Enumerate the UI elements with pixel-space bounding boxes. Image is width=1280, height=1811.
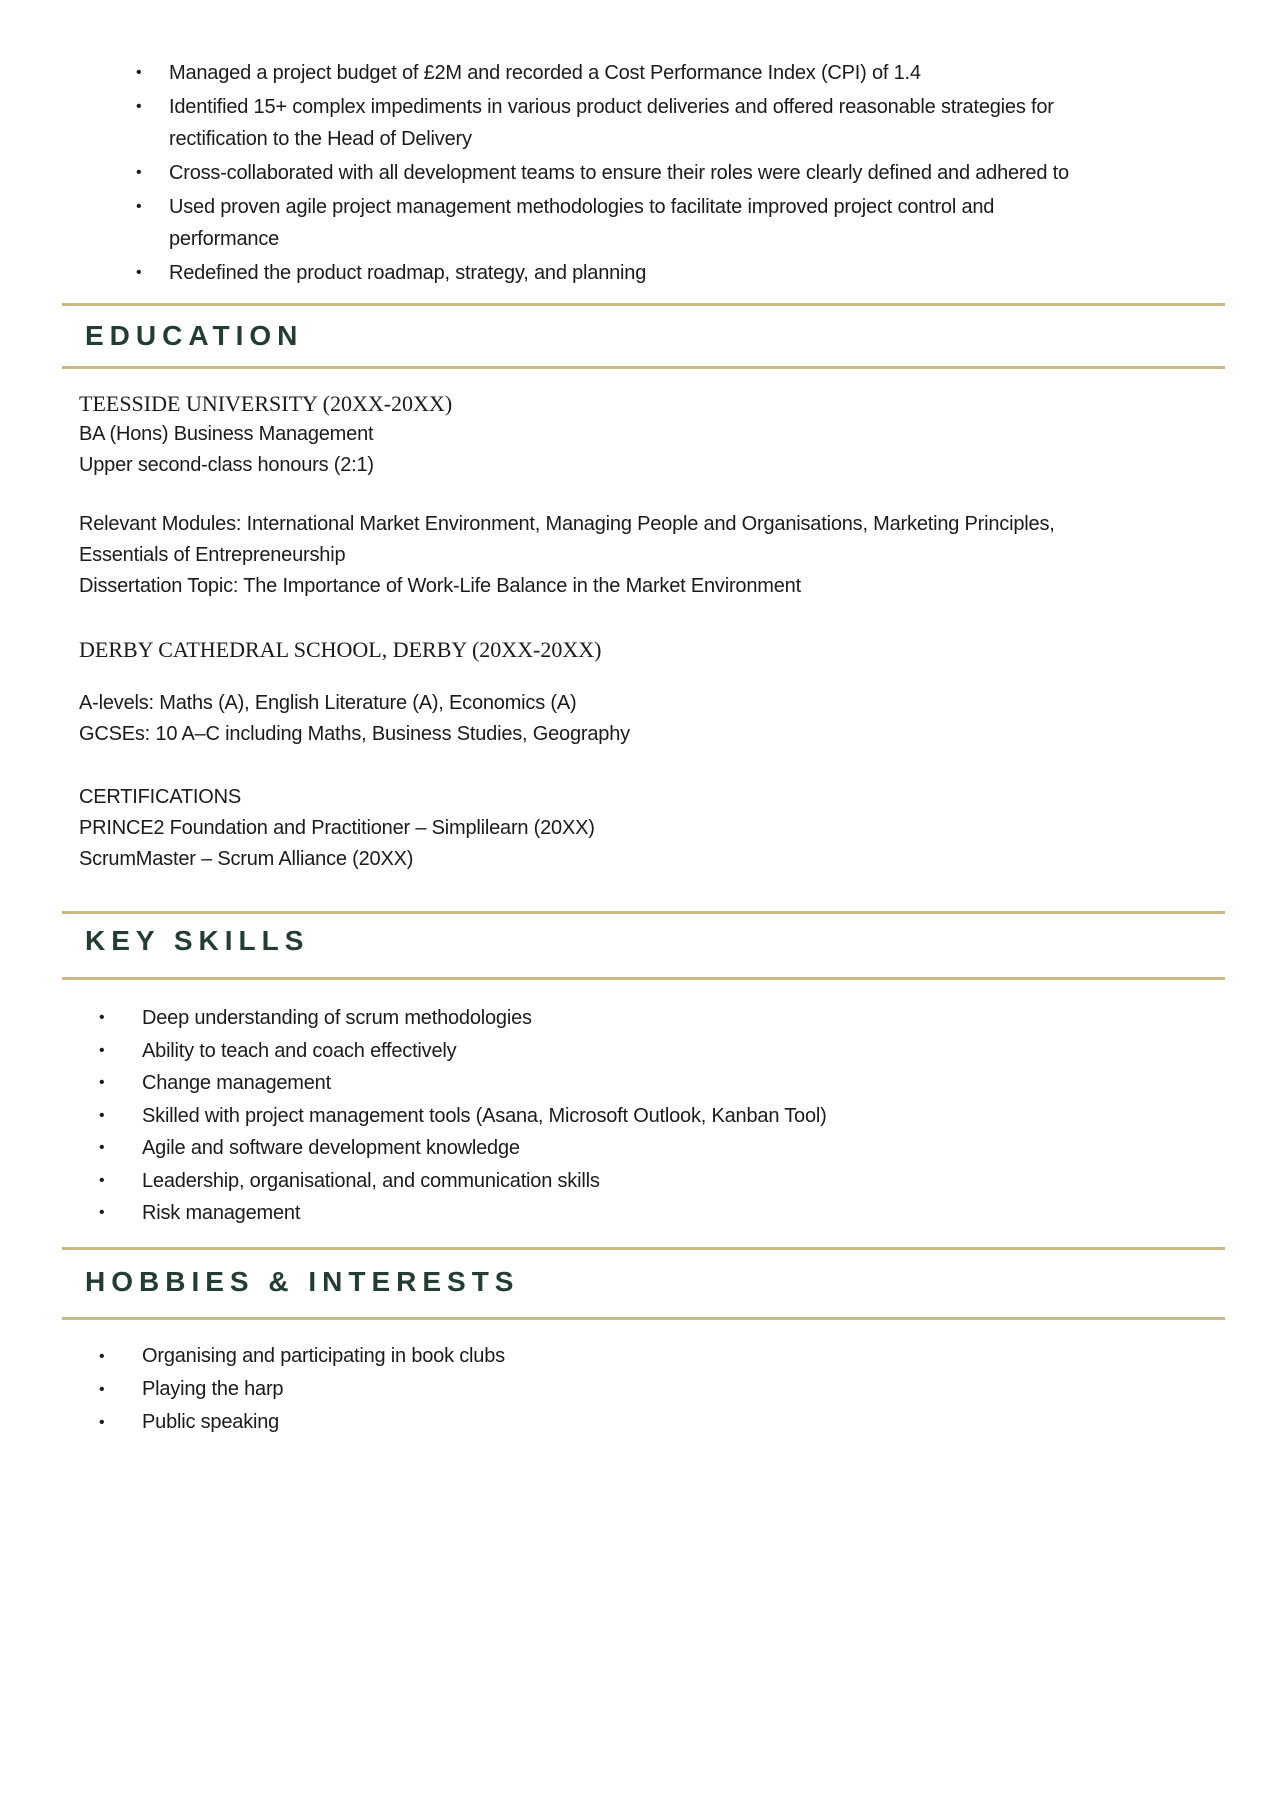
work-bullet-line [62, 123, 1225, 155]
school-entry [79, 634, 1225, 665]
education-section [79, 388, 1225, 875]
bullet-icon: • [99, 1204, 105, 1221]
key-skills-section-heading: KEY SKILLS [85, 925, 310, 956]
bullet-icon: • [99, 1348, 105, 1365]
work-bullet-text: performance [169, 228, 280, 250]
bullet-icon: • [99, 1171, 105, 1189]
work-bullet-line [62, 257, 1225, 289]
modules-line: Essentials of Entrepreneurship [79, 544, 346, 566]
hobby-text: Organising and participating in book clubs [142, 1345, 505, 1367]
bullet-icon: • [136, 64, 142, 81]
bullet-icon: • [136, 164, 142, 181]
gold-divider [62, 1317, 1225, 1320]
dissertation-line: Dissertation Topic: The Importance of Work-Life Balance in the Market Environment [79, 575, 801, 597]
bullet-icon: • [99, 1106, 105, 1124]
bullet-icon: • [99, 1414, 105, 1431]
bullet-icon: • [99, 1139, 105, 1156]
skill-item [62, 1002, 1225, 1035]
skill-text: Agile and software development knowledge [142, 1137, 520, 1159]
certifications-entry [79, 782, 1225, 875]
gold-divider [62, 303, 1225, 306]
bullet-icon: • [99, 1381, 105, 1398]
hobby-item [62, 1406, 1225, 1439]
work-bullet-line [62, 191, 1225, 223]
school-title: DERBY CATHEDRAL SCHOOL, DERBY (20XX-20XX) [79, 637, 602, 662]
work-bullet-text: rectification to the Head of Delivery [169, 128, 472, 150]
gold-divider [62, 911, 1225, 914]
gcses-line: GCSEs: 10 A–C including Maths, Business Studies, Geography [79, 723, 630, 745]
bullet-icon: • [136, 198, 142, 215]
bullet-icon: • [136, 264, 142, 281]
certifications-label: CERTIFICATIONS [79, 786, 242, 808]
hobby-item [62, 1340, 1225, 1373]
work-bullet-item [62, 257, 1225, 289]
university-entry [79, 388, 1225, 481]
work-bullet-text: Redefined the product roadmap, strategy, and planning [169, 262, 647, 284]
skill-item [62, 1197, 1225, 1230]
skill-item [62, 1165, 1225, 1198]
university-title: TEESSIDE UNIVERSITY (20XX-20XX) [79, 391, 453, 416]
hobby-text: Public speaking [142, 1411, 280, 1433]
work-bullet-item [62, 191, 1225, 255]
work-bullet-item [62, 157, 1225, 189]
work-experience-bullet-list [62, 57, 1225, 289]
bullet-icon: • [136, 98, 142, 115]
grade-line: Upper second-class honours (2:1) [79, 454, 374, 476]
skill-text: Skilled with project management tools (Asana, Microsoft Outlook, Kanban Tool) [142, 1104, 827, 1127]
key-skills-list [62, 1002, 1225, 1230]
skill-text: Deep understanding of scrum methodologies [142, 1007, 532, 1029]
work-bullet-line [62, 223, 1225, 255]
gold-divider [62, 977, 1225, 980]
education-section-heading: EDUCATION [85, 320, 304, 351]
certification-item: ScrumMaster – Scrum Alliance (20XX) [79, 848, 414, 870]
work-bullet-item [62, 57, 1225, 89]
skill-item [62, 1035, 1225, 1068]
gold-divider [62, 366, 1225, 369]
skill-text: Leadership, organisational, and communication skills [142, 1169, 600, 1192]
degree-line: BA (Hons) Business Management [79, 423, 374, 445]
university-modules [79, 509, 1225, 602]
hobby-text: Playing the harp [142, 1378, 284, 1400]
work-bullet-text: Cross-collaborated with all development teams to ensure their roles were clearly defined and adhered to [169, 162, 1069, 184]
skill-item [62, 1132, 1225, 1165]
skill-item [62, 1067, 1225, 1100]
work-bullet-text: Managed a project budget of £2M and recorded a Cost Performance Index (CPI) of 1.4 [169, 62, 921, 84]
school-results [79, 688, 1225, 750]
skill-text: Risk management [142, 1202, 301, 1224]
hobbies-list [62, 1340, 1225, 1439]
modules-line: Relevant Modules: International Market Environment, Managing People and Organisations, Marketing Principles, [79, 513, 1055, 535]
work-bullet-line [62, 91, 1225, 123]
bullet-icon: • [99, 1041, 105, 1059]
bullet-icon: • [99, 1074, 105, 1091]
skill-item [62, 1100, 1225, 1133]
bullet-icon: • [99, 1009, 105, 1026]
work-bullet-line [62, 157, 1225, 189]
work-bullet-item [62, 91, 1225, 155]
work-bullet-line [62, 57, 1225, 89]
work-bullet-text: Identified 15+ complex impediments in various product deliveries and offered reasonable strategies for [169, 96, 1054, 118]
certification-item: PRINCE2 Foundation and Practitioner – Simplilearn (20XX) [79, 817, 595, 839]
a-levels-line: A-levels: Maths (A), English Literature (A), Economics (A) [79, 692, 577, 714]
work-bullet-text: Used proven agile project management methodologies to facilitate improved project control and [169, 196, 995, 218]
hobby-item [62, 1373, 1225, 1406]
hobbies-section-heading: HOBBIES & INTERESTS [85, 1266, 520, 1297]
skill-text: Ability to teach and coach effectively [142, 1039, 457, 1062]
gold-divider [62, 1247, 1225, 1250]
skill-text: Change management [142, 1072, 331, 1094]
